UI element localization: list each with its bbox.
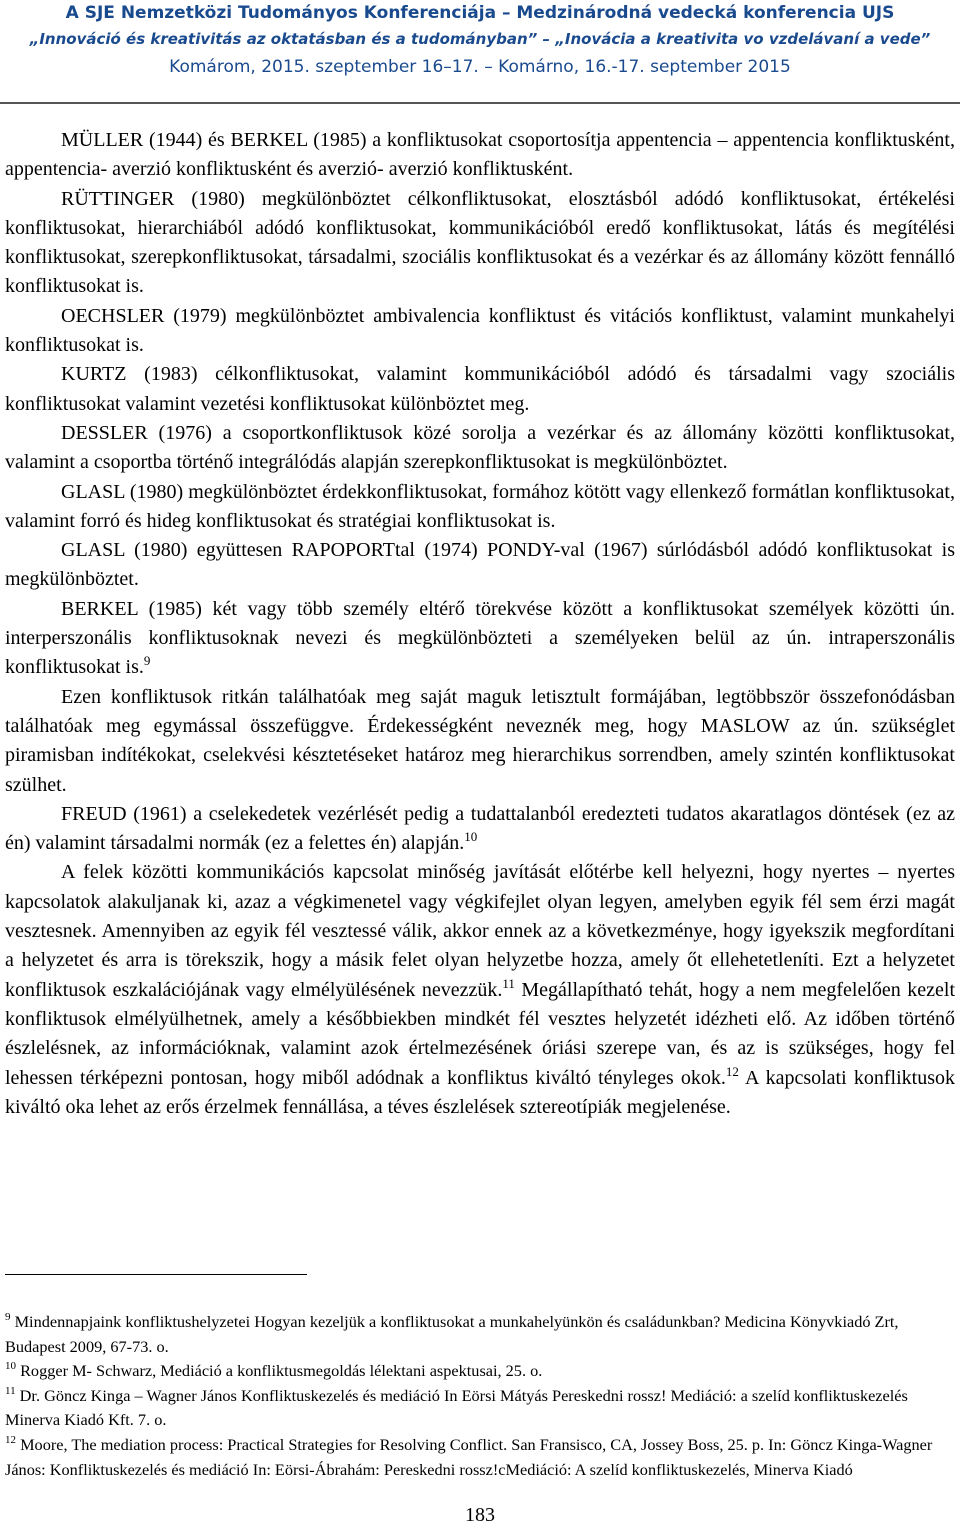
paragraph-glasl-1: GLASL (1980) megkülönböztet érdekkonfliktusokat, formához kötött vagy ellenkező formátlan konfliktusokat, valamint forró és hideg konfliktusokat és stratégiai konfliktusokat is. <box>5 480 955 532</box>
paragraph-berkel-text: BERKEL (1985) két vagy több személy eltérő törekvése között a konfliktusokat személyek közötti ún. interperszonális konfliktusoknak nevezi és megkülönbözteti a személyeken belül az ún. intraperszonális konfliktusokat is. <box>5 597 955 679</box>
footnote-ref-12[interactable]: 12 <box>725 1063 739 1079</box>
paragraph-kurtz: KURTZ (1983) célkonfliktusokat, valamint kommunikációból adódó és társadalmi vagy szociális konfliktusokat valamint vezetési konfliktusokat különböztet meg. <box>5 363 955 415</box>
footnote-number: 10 <box>5 1360 16 1373</box>
footnote-separator <box>5 1274 307 1275</box>
footnote-ref-11[interactable]: 11 <box>502 975 515 991</box>
paragraph-glasl-2: GLASL (1980) együttesen RAPOPORTtal (1974) PONDY-val (1967) súrlódásból adódó konfliktusokat is megkülönböztet. <box>5 539 955 591</box>
paragraph-muller: MÜLLER (1944) és BERKEL (1985) a konfliktusokat csoportosítja appentencia – appentencia konfliktusként, appentencia- averzió konfliktusként és averzió- averzió konfliktusként. <box>5 129 955 181</box>
header-date-place <box>0 52 960 82</box>
footnote-text: Mindennapjaink konfliktushelyzetei Hogyan kezeljük a konfliktusokat a munkahelyünkön és családunkban? Medicina Könyvkiadó Zrt, Budapest 2009, 67-73. o. <box>5 1312 899 1356</box>
paragraph-ruttinger: RÜTTINGER (1980) megkülönböztet célkonfliktusokat, elosztásból adódó konfliktusokat, értékelési konfliktusokat, hierarchiából adódó konfliktusokat, kommunikációból eredő konfliktusokat, látás és megítélési konfliktusokat, szerepkonfliktusokat, társadalmi, szociális konfliktusokat és a vezérkar és az állomány között fennálló konfliktusokat is. <box>5 187 955 298</box>
footnote-text: Dr. Göncz Kinga – Wagner János Konfliktuskezelés és mediáció In Eörsi Mátyás Pereskedni rossz! Mediáció: a szelíd konfliktuskezelés Minerva Kiadó Kft. 7. o. <box>5 1385 908 1430</box>
header-subtitle <box>0 26 960 52</box>
paragraph-berkel <box>5 595 955 683</box>
paragraph-communication-text-b: Megállapítható tehát, hogy a nem megfelelően kezelt konfliktusok elmélyülhetnek, amely a későbbiekben mindkét fél vesztes helyzetét idézheti elő. Az időben történő észlelésnek, az információknak, valamint azok értelmezésének óriási szerepe van, és az is szükséges, hogy fel lehessen térképezni pontosan, hogy miből adódnak a konfliktus kiváltó tényleges okok. <box>5 978 955 1089</box>
header-date-sk: Komárno, 16.-17. september 2015 <box>498 57 791 77</box>
header-title-sk: Medzinárodná vedecká konferencia UJS <box>516 3 895 23</box>
page-number: 183 <box>465 1504 495 1526</box>
footnote-number: 9 <box>5 1311 11 1323</box>
header-title <box>0 0 960 26</box>
paragraph-dessler: DESSLER (1976) a csoportkonfliktusok közé sorolja a vezérkar és az állomány közötti konfliktusokat, valamint a csoportba történő integrálódás alapján szerepkonfliktusokat is megkülönböztet. <box>5 421 955 474</box>
paragraph-freud-text: FREUD (1961) a cselekedetek vezérlését pedig a tudattalanból eredezteti tudatos akaratlagos döntések (ez az én) valamint társadalmi normák (ez a felettes én) alapján. <box>5 802 955 855</box>
footnote-text: Rogger M- Schwarz, Mediáció a konfliktusmegoldás lélektani aspektusai, 25. o. <box>16 1361 543 1381</box>
header-date-hu: Komárom, 2015. szeptember 16–17. <box>169 57 479 77</box>
footnote-text: Moore, The mediation process: Practical Strategies for Resolving Conflict. San Fransisco, CA, Jossey Boss, 25. p. In: Göncz Kinga-Wagner János: Konfliktuskezelés és mediáció In: Eörsi-Ábrahám: Pereskedni rossz!cMediáció: A szelíd konfliktuskezelés, Minerva Kiadó <box>5 1434 933 1479</box>
header-subtitle-sk: „Inovácia a kreativita vo vzdelávaní a vede” <box>555 30 931 48</box>
header-title-hu: A SJE Nemzetközi Tudományos Konferenciája <box>65 3 497 23</box>
footnote-12 <box>5 1433 955 1482</box>
footnote-number: 12 <box>5 1433 16 1446</box>
footnote-number: 11 <box>5 1384 16 1397</box>
paragraph-maslow: Ezen konfliktusok ritkán találhatóak meg saját maguk letisztult formájában, legtöbbször összefonódásban találhatóak meg egymással összefüggve. Érdekességként neveznék meg, hogy MASLOW az ún. szükséglet piramisban indítékokat, cselekvési késztetéseket határoz meg hierarchikus sorrendben, amely szintén konfliktusokat szülhet. <box>5 685 955 796</box>
footnote-11 <box>5 1384 955 1433</box>
footnotes <box>5 1310 955 1482</box>
header-date-separator: – <box>478 57 499 77</box>
conference-header <box>0 0 960 104</box>
footnote-ref-10[interactable]: 10 <box>464 829 478 845</box>
main-text <box>5 126 955 1122</box>
header-subtitle-separator: – <box>537 30 556 48</box>
header-subtitle-hu: „Innováció és kreativitás az oktatásban és a tudományban” <box>29 30 538 48</box>
paragraph-communication-text-a: A felek közötti kommunikációs kapcsolat minőség javítását előtérbe kell helyezni, hogy nyertes – nyertes kapcsolatok alakuljanak ki, azaz a végkimenetel vagy végkifejlet olyan legyen, amelyben egyik fél sem érzi magát vesztesnek. Amennyiben az egyik fél vesztessé válik, akkor ennek az a következménye, hogy igyekszik megfordítani a helyzetet és arra is törekszik, hogy a másik felet olyan helyzetbe hozza, amely őt ellehetetleníti. Ezt a helyzetet konfliktusok eszkalációjának vagy elmélyülésének nevezzük. <box>5 861 955 1001</box>
paragraph-communication <box>5 858 955 1122</box>
footnote-ref-9[interactable]: 9 <box>143 653 151 669</box>
footnote-10 <box>5 1359 955 1384</box>
footnote-9 <box>5 1310 955 1359</box>
header-title-separator: – <box>496 3 517 23</box>
paragraph-freud <box>5 800 955 859</box>
paragraph-communication-text-c: A kapcsolati konfliktusok kiváltó oka lehet az erős érzelmek fennállása, a téves észlelések sztereotípiák megjelenése. <box>5 1066 955 1118</box>
paragraph-oechsler: OECHSLER (1979) megkülönböztet ambivalencia konfliktust és vitációs konfliktust, valamint munkahelyi konfliktusokat is. <box>5 304 955 357</box>
